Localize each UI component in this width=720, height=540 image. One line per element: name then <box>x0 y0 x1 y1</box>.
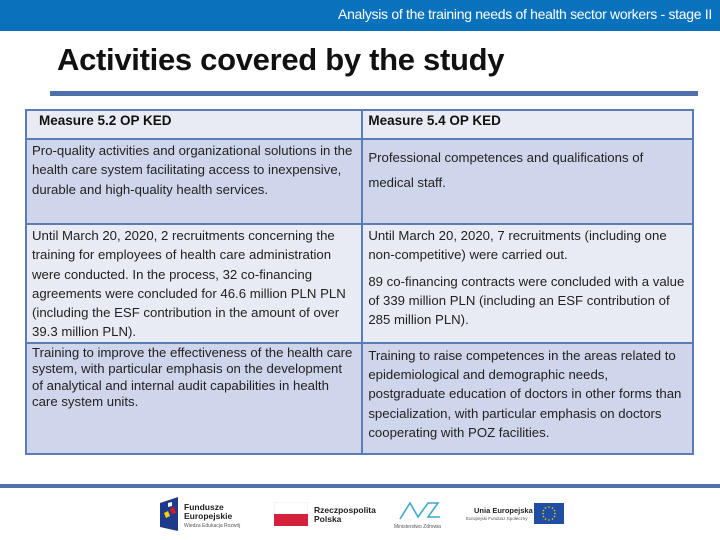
logo-unia-europejska: Unia Europejska Europejski Fundusz Społeczny <box>466 497 566 533</box>
table-cell <box>362 343 693 454</box>
eu-flag-icon <box>534 503 564 524</box>
cell-text: Training to improve the effectiveness of the health care system, with particular emphasis on the development of analytical and internal audit capabilities in health care system units. <box>32 344 353 410</box>
cell-text: Pro-quality activities and organizational solutions in the health care system facilitating access to inexpensive, durable and high-quality health services. <box>32 143 353 197</box>
logo-rzeczpospolita-polska: Rzeczpospolita Polska <box>274 497 374 533</box>
activities-table <box>25 109 694 455</box>
banner-text: Analysis of the training needs of health sector workers - stage II <box>338 6 712 22</box>
ministry-of-health-icon <box>398 499 442 521</box>
table-cell <box>26 224 362 343</box>
cell-text: Professional competences and qualifications of medical staff. <box>368 150 644 190</box>
fundusze-europejskie-icon <box>158 497 180 531</box>
table-row <box>26 139 693 224</box>
title-divider <box>50 91 698 96</box>
cell-text: Until March 20, 2020, 7 recruitments (including one non-competitive) were carried out. <box>368 228 667 263</box>
cell-text: Until March 20, 2020, 2 recruitments concerning the training for employees of health care administration were conducted. In the process, 32 co-financing agreements were concluded for 46.6 million PLN PLN (including the ESF contribution in the amount of over 39.3 million PLN). <box>32 228 346 340</box>
footer-logos <box>0 497 720 533</box>
table-cell <box>26 343 362 454</box>
column-header-measure-5-2: Measure 5.2 OP KED <box>26 110 362 139</box>
table-cell <box>362 224 693 343</box>
polish-flag-icon <box>274 502 308 526</box>
table-row <box>26 343 693 454</box>
table-row <box>26 224 693 343</box>
table-cell <box>362 139 693 224</box>
footer-divider <box>0 484 720 488</box>
table-cell <box>26 139 362 224</box>
header-banner <box>0 0 720 31</box>
column-header-measure-5-4: Measure 5.4 OP KED <box>362 110 693 139</box>
page-title: Activities covered by the study <box>57 42 505 77</box>
logo-fundusze-europejskie: Fundusze Europejskie Wiedza Edukacja Rozwój <box>158 497 268 533</box>
logo-ministerstwo-zdrowia: Ministerstwo Zdrowia <box>392 497 452 533</box>
cell-text: Training to raise competences in the areas related to epidemiological and demographic needs, postgraduate education of doctors in other forms than specialization, with particular emphasis on doctors cooperating with POZ facilities. <box>368 347 682 440</box>
table-header-row <box>26 110 693 139</box>
cell-text: 89 co-financing contracts were concluded with a value of 339 million PLN (including an ESF contribution of 285 million PLN). <box>368 273 685 328</box>
